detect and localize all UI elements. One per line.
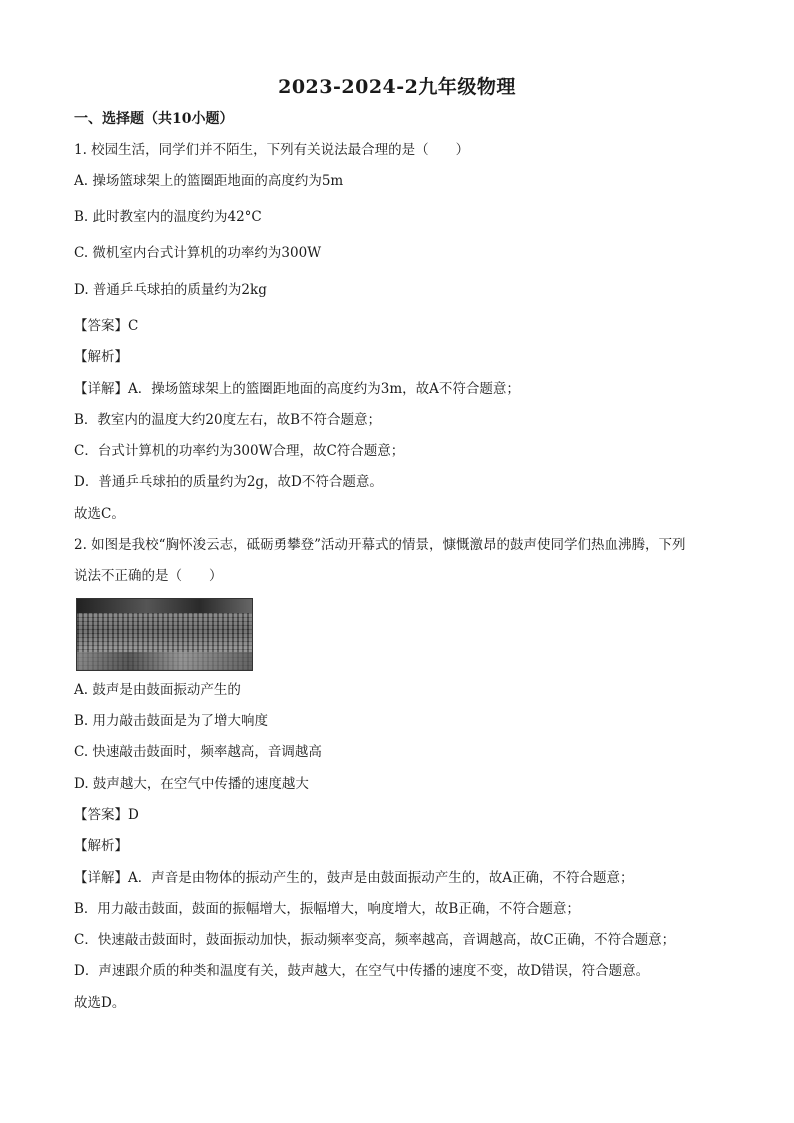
q1-detail-d: D．普通乒乓球拍的质量约为2g，故D不符合题意。	[74, 474, 383, 490]
q2-detail-a: 【详解】A．声音是由物体的振动产生的，鼓声是由鼓面振动产生的，故A正确，不符合题意；	[74, 870, 634, 886]
q1-detail-b: B．教室内的温度大约20度左右，故B不符合题意；	[74, 412, 382, 428]
section-heading: 一、选择题（共10小题）	[74, 111, 234, 127]
q1-conclusion: 故选C。	[74, 506, 125, 522]
q1-option-a: A. 操场篮球架上的篮圈距地面的高度约为5m	[74, 173, 344, 189]
q1-answer: 【答案】C	[74, 318, 139, 334]
q2-option-c: C. 快速敲击鼓面时，频率越高，音调越高	[74, 744, 322, 760]
q2-answer: 【答案】D	[74, 807, 139, 823]
q2-conclusion: 故选D。	[74, 995, 126, 1011]
q1-option-c: C. 微机室内台式计算机的功率约为300W	[74, 245, 322, 261]
q1-stem: 1. 校园生活，同学们并不陌生，下列有关说法最合理的是（ ）	[74, 142, 470, 158]
q2-detail-b: B．用力敲击鼓面，鼓面的振幅增大，振幅增大，响度增大，故B正确，不符合题意；	[74, 901, 580, 917]
q1-option-d: D. 普通乒乓球拍的质量约为2kg	[74, 282, 267, 298]
q2-option-a: A. 鼓声是由鼓面振动产生的	[74, 682, 241, 698]
q2-detail-d: D．声速跟介质的种类和温度有关，鼓声越大，在空气中传播的速度不变，故D错误，符合题意。	[74, 963, 650, 979]
drum-ceremony-photo	[76, 598, 253, 671]
q2-stem-line1: 2. 如图是我校“胸怀浚云志，砥砺勇攀登”活动开幕式的情景，慷慨激昂的鼓声使同学们热血沸腾，下列	[74, 537, 686, 553]
q1-analysis-label: 【解析】	[74, 349, 128, 365]
q1-detail-c: C．台式计算机的功率约为300W合理，故C符合题意；	[74, 443, 405, 459]
q2-option-d: D. 鼓声越大，在空气中传播的速度越大	[74, 776, 309, 792]
q2-analysis-label: 【解析】	[74, 838, 128, 854]
q2-stem-line2: 说法不正确的是（ ）	[74, 568, 223, 584]
q1-detail-a: 【详解】A．操场篮球架上的篮圈距地面的高度约为3m，故A不符合题意；	[74, 381, 520, 397]
q1-option-b: B. 此时教室内的温度约为42°C	[74, 209, 262, 225]
q2-option-b: B. 用力敲击鼓面是为了增大响度	[74, 713, 269, 729]
q2-detail-c: C．快速敲击鼓面时，鼓面振动加快，振动频率变高，频率越高，音调越高，故C正确，不符合题意；	[74, 932, 676, 948]
page-title: 2023-2024-2九年级物理	[278, 76, 516, 98]
